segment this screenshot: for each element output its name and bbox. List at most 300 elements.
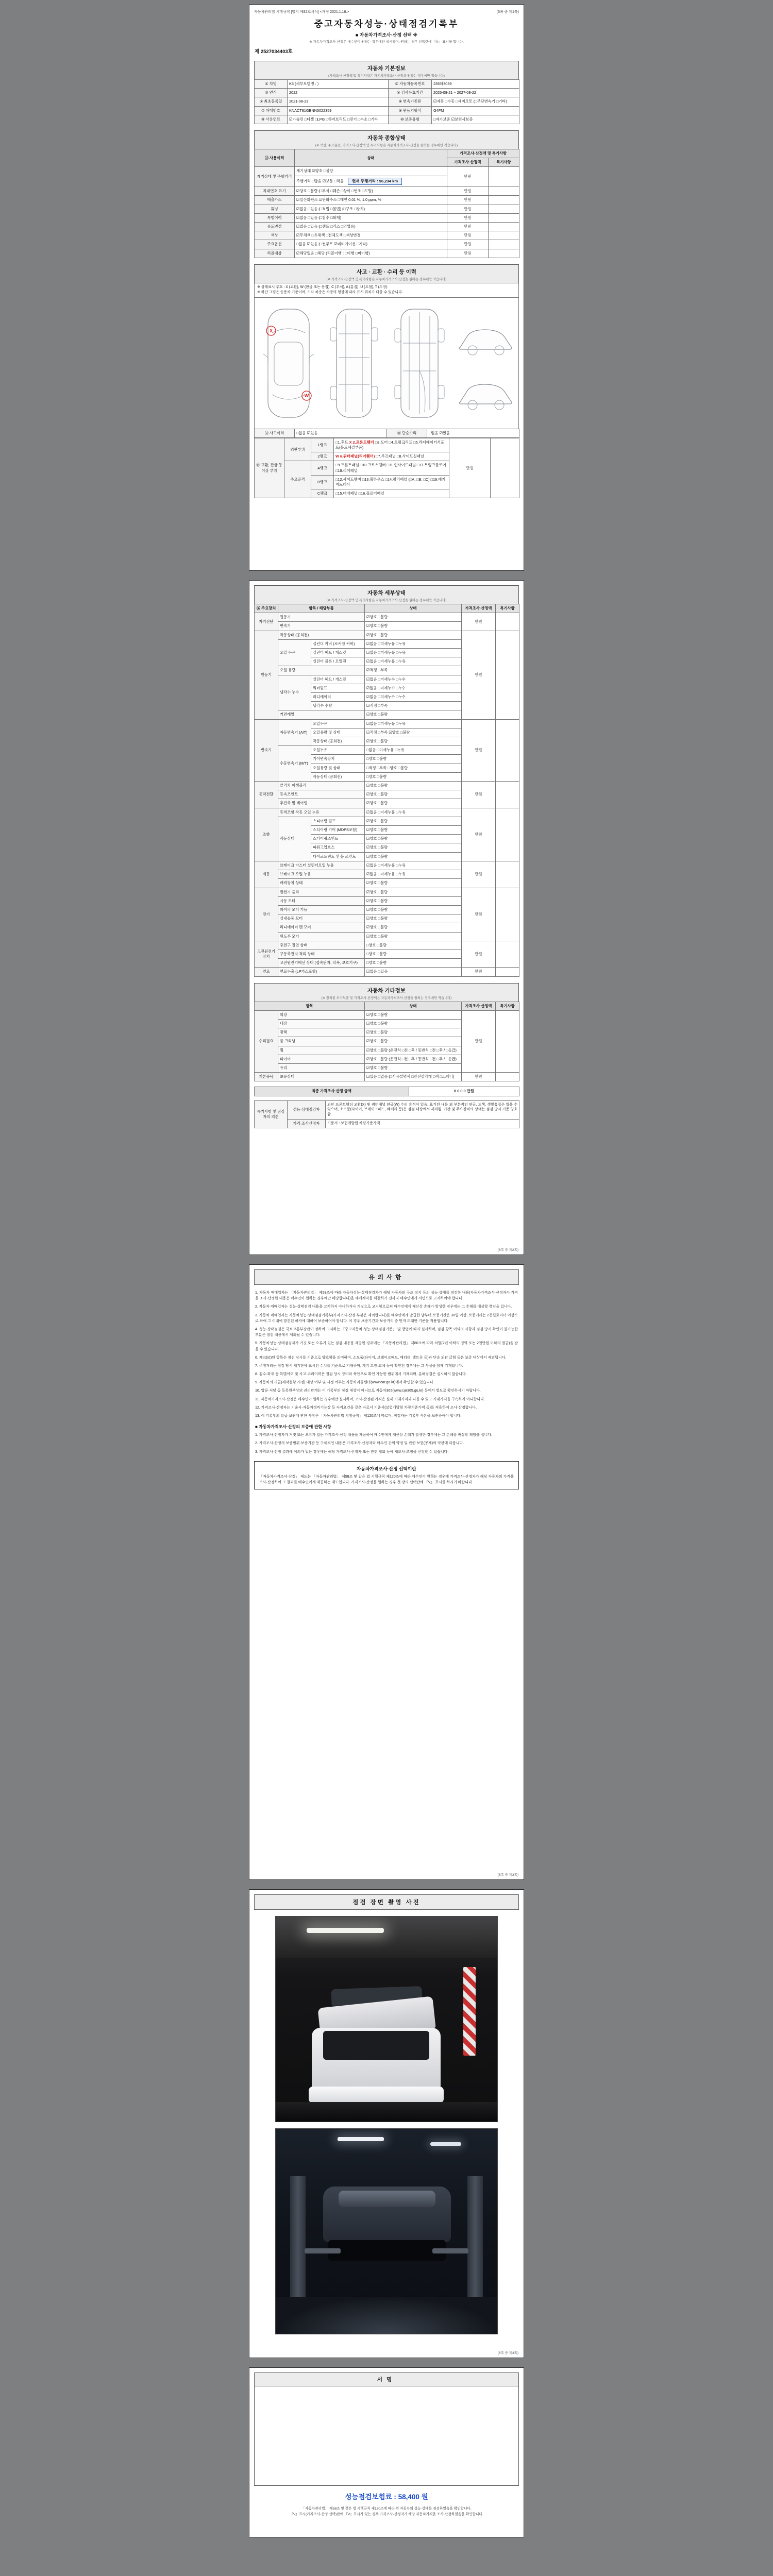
price-appraisal-option: ■ 자동차가격조사·산정 선택 ※ xyxy=(355,32,418,38)
notice-item: 10. 압류·저당 등 등록원부상의 권리관계는 이 기록부의 점검 대상이 아니므로 자동차365(www.car365.go.kr) 등에서 별도로 확인하시기 바랍니다. xyxy=(255,1389,481,1393)
status-cell: ☑양호 □불량 xyxy=(365,835,462,843)
warranty-item: 2. 가격조사·산정의 보증범위·보증기간 등 구체적인 내용은 가격조사·산정자와 매수인 간의 약정 및 관련 보험(공제)의 약관에 따릅니다. xyxy=(255,1442,464,1446)
status-cell: ☑없음 □미세누유 □누유 xyxy=(365,657,462,666)
mileage-cell: 주행거리 □많음 ☑보통 □적음 현재 주행거리 : 96,234 km xyxy=(295,176,447,187)
table-cell xyxy=(489,223,519,231)
status-cell: □없음 □미세누유 □누유 xyxy=(365,746,462,755)
page-detail-condition xyxy=(249,580,524,1255)
status-cell: □양호 □불량 xyxy=(365,941,462,950)
label-year: ③ 연식 xyxy=(255,89,288,97)
first-registration-value: 2021-08-23 xyxy=(288,97,389,106)
item-label: 동력조향 작동 오일 누유 xyxy=(278,808,365,817)
current-mileage-box: 현재 주행거리 : 96,234 km xyxy=(348,178,402,185)
column-header: 특기사항 xyxy=(496,1002,519,1010)
notice-item: 11. 자동차가격조사·산정은 매수인이 원하는 경우에만 실시하며, 조사·산정된 가격은 실제 거래가격과 다를 수 있고 거래가격을 구속하지 아니합니다. xyxy=(255,1397,485,1401)
column-header: 가격조사·산정액 xyxy=(447,158,489,167)
notice-item: 3. 자동차 매매업자는 자동차성능·상태점검기록부(가격조사·산정 부분은 제외합니다)를 매수인에게 발급한 날부터 보증기간은 30일 이상, 보증거리는 2천킬로미터 이상으로 하여 그 이내에 발견된 하자에 대하여 보증하여야 합니다. 이 경우 보증기간과 보증거리 중 먼저 도래한 기준을 적용합니다. xyxy=(255,1313,518,1323)
item-label: 작동상태 (공회전) xyxy=(278,631,365,639)
car-diagram-exterior-top-icon xyxy=(258,304,319,422)
notice-list xyxy=(254,1290,519,1419)
final-price-value: 0 0 0 0 만원 xyxy=(409,1087,519,1096)
status-cell: □양호 □불량 xyxy=(365,772,462,781)
photo-windshield-reflection xyxy=(339,2191,435,2207)
lift-arm-left xyxy=(305,2248,341,2253)
exterior-rank2: W 6.쿼터패널(리어휀더) □7.루프패널 □8.사이드실패널 xyxy=(334,452,449,461)
label-simple-repair: ⑭ 단순수리 xyxy=(387,429,427,437)
status-cell: □양호 □불량 xyxy=(365,959,462,968)
item-label: 유리 xyxy=(278,1063,365,1072)
page-notice xyxy=(249,1264,524,1880)
part-label: 라디에이터 xyxy=(311,693,365,702)
row-label: 제동 xyxy=(255,861,278,888)
status-cell: ☑양호 □불량 xyxy=(365,1037,462,1046)
item-label: 커먼레일 xyxy=(278,710,365,719)
part-label: 오일누유 xyxy=(311,719,365,728)
status-cell: □없음 ☑있음 (□썬루프 ☑네비게이션 □기타) xyxy=(295,240,447,249)
row-label: 외판부위 xyxy=(284,438,311,461)
status-cell: ☑적정 □부족 xyxy=(365,702,462,710)
inspection-insurance-fee: 성능점검보험료 : 58,400 원 xyxy=(345,2493,428,2501)
warranty-item: 1. 가격조사·산정자가 거짓 또는 오류가 있는 가격조사·산정 내용을 제공하여 매수인에게 재산상 손해가 발생한 경우에는 그 손해를 배상할 책임을 집니다. xyxy=(255,1433,492,1437)
warranty-list xyxy=(254,1432,519,1455)
column-header: 특기사항 xyxy=(489,158,519,167)
table-cell xyxy=(496,782,519,808)
accident-status-table xyxy=(254,429,519,438)
section-note-overall: (※ 색상, 주요옵션, 가격조사·산정액 및 특기사항은 자동차가격조사·산정을 원하는 경우에만 적습니다) xyxy=(315,144,458,148)
section-bar-etc xyxy=(254,983,519,1002)
grid-opinion xyxy=(254,1100,519,1129)
warranty-type-value: □자가보증 ☑보험사보증 xyxy=(432,115,519,124)
status-cell: ☑없음 □미세누수 □누수 xyxy=(365,675,462,684)
table-cell xyxy=(489,213,519,222)
status-cell: ☑양호 □불량 xyxy=(365,710,462,719)
label-transmission: ⑥ 변속기종류 xyxy=(389,97,432,106)
signature-box xyxy=(254,2372,519,2486)
status-cell: ☑양호 □불량 xyxy=(365,932,462,941)
notice-item: 9. 자동차의 리콜(제작결함 시정) 대상 여부 및 시정 여부는 자동차리콜센터(www.car.go.kr)에서 확인할 수 있습니다. xyxy=(255,1381,434,1385)
appraisal-definition-box xyxy=(254,1461,519,1489)
label-model: ① 차명 xyxy=(255,80,288,89)
status-cell: ☑적정 □부족 ☑양호 □불량 xyxy=(365,728,462,737)
item-label: 외장 xyxy=(278,1010,365,1019)
label-warranty-type: ⑩ 보증유형 xyxy=(389,115,432,124)
status-cell: ☑양호 □불량 xyxy=(365,737,462,746)
price-cell: 만원 xyxy=(462,719,496,781)
car-diagram-underbody-icon xyxy=(389,304,450,422)
item-label: 와이퍼 모터 기능 xyxy=(278,905,365,914)
fuel-value: ☑가솔린 □디젤 □LPG □하이브리드 □전기 □수소 □기타 xyxy=(288,115,389,124)
table-cell xyxy=(489,187,519,196)
table-cell xyxy=(496,808,519,861)
label-engine-type: ⑧ 원동기형식 xyxy=(389,106,432,115)
part-label: 타이로드엔드 및 볼 조인트 xyxy=(311,852,365,861)
item-label: 등속조인트 xyxy=(278,790,365,799)
item-label: 라디에이터 팬 모터 xyxy=(278,923,365,932)
lift-post-right xyxy=(467,2176,483,2306)
status-cell: ☑없음 □미세누수 □누수 xyxy=(365,684,462,692)
status-cell: □양호 □불량 xyxy=(365,755,462,764)
damage-mark-weld: W xyxy=(304,393,309,398)
price-cell: 만원 xyxy=(447,249,489,258)
photo-ceiling-light-2 xyxy=(430,2142,461,2146)
table-cell xyxy=(496,888,519,941)
status-cell: ☑양호 □불량 xyxy=(365,790,462,799)
column-header: 가격조사·산정액 xyxy=(462,1002,496,1010)
part-label: 작동상태 (공회전) xyxy=(311,772,365,781)
opinion-table xyxy=(254,1100,519,1129)
row-label: 변속기 xyxy=(255,719,278,781)
status-cell: ☑양호 □불량 xyxy=(365,905,462,914)
model-value: K3 (세부모델명 : ) xyxy=(288,80,389,89)
row-label: 고전원전기장치 xyxy=(255,941,278,968)
item-label: 휠 xyxy=(278,1046,365,1055)
final-price-table xyxy=(254,1087,519,1096)
status-cell: ☑없음 □있음 xyxy=(365,968,462,976)
photo-engine-bay xyxy=(323,2031,429,2060)
page-photos xyxy=(249,1889,524,2358)
row-label: 자기진단 xyxy=(255,613,278,631)
column-header: ⑯ 주요장치 xyxy=(255,604,278,613)
frame-rankA: □9.프론트패널 □10.크로스멤버 □11.인사이드패널 □17.트렁크플로어 □18.리어패널 xyxy=(334,461,449,475)
warranty-item: 3. 가격조사·산정 결과에 이의가 있는 경우에는 해당 가격조사·산정자 또는 관련 협회 등에 재조사·조정을 신청할 수 있습니다. xyxy=(255,1450,449,1454)
section-note-detail: (※ 가격조사·산정액 및 특기사항은 자동차가격조사·산정을 원하는 경우에만 적습니다) xyxy=(326,599,447,602)
table-cell xyxy=(489,249,519,258)
final-price-label: 최종 가격조사·산정 금액 xyxy=(255,1087,409,1096)
row-label: 색상 xyxy=(255,231,295,240)
grid-accstat xyxy=(254,429,519,438)
part-label: 작동상태 (공회전) xyxy=(311,737,365,746)
price-appraisal-option-note: ※ 자동차가격조사·산정은 매수인이 원하는 경우에만 실시하며, 원하는 경우 선택란에 『V』 표시를 합니다. xyxy=(309,40,464,44)
part-label: 파워고압호스 xyxy=(311,843,365,852)
page-footer: (6쪽 중 제4쪽) xyxy=(497,2351,518,2355)
label-first-registration: ⑤ 최초등록일 xyxy=(255,97,288,106)
page-indicator: (6쪽 중 제1쪽) xyxy=(496,10,519,14)
inspection-photo-underbody-lift xyxy=(275,2128,498,2334)
lift-arm-right xyxy=(432,2248,468,2253)
column-header: 상태 xyxy=(295,149,447,167)
status-cell: ☑없음 □미세누유 □누유 xyxy=(365,808,462,817)
price-cell: 만원 xyxy=(447,205,489,213)
column-header: 항목 / 해당부품 xyxy=(278,604,365,613)
status-cell: ☑없음 □있음 (□침수 □화재) xyxy=(295,213,447,222)
table-cell xyxy=(489,205,519,213)
part-label: 스티어링 기어 (MDPS포함) xyxy=(311,826,365,835)
signature-footer-line1: 「자동차관리법」 제58조 및 같은 법 시행규칙 제120조에 따라 위 자동차의 성능·상태를 점검하였음을 확인합니다. xyxy=(301,2507,472,2511)
accident-history-value: □없음 ☑있음 xyxy=(295,429,387,437)
accident-parts-table xyxy=(254,438,519,499)
item-label: 고전원전기배선 상태 (접속단자, 피복, 보호기구) xyxy=(278,959,365,968)
row-label: 수리필요 xyxy=(255,1010,278,1072)
notice-item: 13. 이 기록부의 발급·보관에 관한 사항은 「자동차관리법 시행규칙」 제120조에 따르며, 점검자는 기록부 사본을 보관하여야 합니다. xyxy=(255,1414,462,1418)
row-label: 리콜대상 xyxy=(255,249,295,258)
section-bar-accident xyxy=(254,264,519,283)
photo-ceiling xyxy=(276,1917,497,1958)
status-cell: ☑없음 □미세누유 □누유 xyxy=(365,639,462,648)
status-cell: ☑양호 □불량 xyxy=(365,852,462,861)
photo-front-bumper xyxy=(309,2087,444,2103)
photo-ceiling-light xyxy=(307,1928,384,1933)
item-label: 변속기 xyxy=(278,622,365,631)
row-label: 가격·조사산정자 xyxy=(288,1119,326,1128)
price-cell: 만원 xyxy=(462,1010,496,1072)
column-header: ⑪ 사용이력 xyxy=(255,149,295,167)
status-cell: ☑없음 □미세누유 □누유 xyxy=(365,649,462,657)
item-label: 충전구 절연 상태 xyxy=(278,941,365,950)
status-cell: ☑양호 □불량 xyxy=(365,799,462,808)
status-cell: ☑무채색 □유채색 □전체도색 □색상변경 xyxy=(295,231,447,240)
item-label: 냉각수 누수 xyxy=(278,675,311,710)
notice-item: 7. 주행거리는 점검 당시 계기판에 표시된 수치를 기준으로 기재하며, 계기 고장·교체 등이 확인된 경우에는 그 사실을 함께 기재합니다. xyxy=(255,1364,463,1368)
row-label: 차대번호 표기 xyxy=(255,187,295,196)
warranty-section-title: ■ 자동차가격조사·산정의 보증에 관한 사항 xyxy=(255,1425,331,1430)
price-cell: 만원 xyxy=(462,888,496,941)
status-cell: ☑해당없음 □해당 (리콜이행 : □이행 □미이행) xyxy=(295,249,447,258)
price-cell: 만원 xyxy=(462,861,496,888)
status-cell: ☑없음 □미세누유 □누유 xyxy=(365,861,462,870)
status-cell: ☑양호 □불량 xyxy=(365,1063,462,1072)
detail-condition-table xyxy=(254,604,519,977)
notice-item: 8. 침수·화재 등 특별이력 및 사고·수리이력은 점검 당시 장비와 육안으로 확인 가능한 범위에서 기재되며, 분해점검은 실시하지 않습니다. xyxy=(255,1372,467,1377)
price-cell: 만원 xyxy=(447,196,489,205)
item-label: 브레이크 마스터 실린더오일 누유 xyxy=(278,861,365,870)
column-header: 특기사항 xyxy=(496,604,519,613)
signature-title: 서명 xyxy=(255,2373,518,2386)
item-label: 브레이크 오일 누유 xyxy=(278,870,365,879)
item-label: 발전기 출력 xyxy=(278,888,365,896)
item-label: 작동상태 xyxy=(278,817,311,861)
plate-number: 235하3039 xyxy=(432,80,519,89)
row-label: 특별이력 xyxy=(255,213,295,222)
table-cell xyxy=(489,240,519,249)
part-label: 스티어링 펌프 xyxy=(311,817,365,825)
exterior-rank1: □1.후드 X 2.프론트휀더 □3.도어 □4.트렁크리드 □5.라디에이터서포트(볼트체결부품) xyxy=(334,438,449,452)
vin-value: KNACT81GBNN5022359 xyxy=(288,106,389,115)
inspection-period-value: 2025-08-21 ~ 2027-08-22 xyxy=(432,89,519,97)
section-title-accident: 사고 · 교환 · 수리 등 이력 xyxy=(357,268,416,275)
status-cell: ☑적정 □부족 xyxy=(365,666,462,675)
row-label: 동력전달 xyxy=(255,782,278,808)
grid-accparts xyxy=(254,438,519,499)
status-cell: □적정 □부족 □양호 □불량 xyxy=(365,764,462,772)
column-header: 상태 xyxy=(365,604,462,613)
part-label: 오일유량 및 상태 xyxy=(311,764,365,772)
status-cell: ☑있음 □없음 (□사용설명서 □안전삼각대 □잭 □스패너) xyxy=(365,1073,462,1081)
status-cell: ☑양호 □불량 xyxy=(365,1010,462,1019)
table-cell xyxy=(489,231,519,240)
status-cell: ☑양호 □불량 xyxy=(365,843,462,852)
price-cell: 만원 xyxy=(462,631,496,719)
appraisal-definition-title: 자동차가격조사·산정 선택이란 xyxy=(357,1466,416,1471)
section-bar-overall xyxy=(254,130,519,149)
row-label: 전기 xyxy=(255,888,278,941)
overall-condition-table xyxy=(254,149,519,258)
item-label: 시동 모터 xyxy=(278,896,365,905)
appraiser-opinion: 기준서 : 보험개발원 차량기준가액 xyxy=(326,1119,519,1128)
row-label: 원동기 xyxy=(255,631,278,719)
grid-detail xyxy=(254,604,519,977)
grid-etc xyxy=(254,1002,519,1082)
item-label: 오일 유량 xyxy=(278,666,365,675)
row-label: C랭크 xyxy=(311,489,334,498)
table-cell xyxy=(491,438,519,498)
item-label: 구동축전지 격리 상태 xyxy=(278,950,365,958)
page-footer: (6쪽 중 제3쪽) xyxy=(497,1873,518,1877)
status-cell: ☑양호 □불량 xyxy=(365,1028,462,1037)
part-label: 실린더 헤드 / 개스킷 xyxy=(311,675,365,684)
car-diagram-side-views-icon xyxy=(455,304,515,422)
column-header: 상태 xyxy=(365,1002,462,1010)
status-cell: ☑양호 □불량 xyxy=(365,1019,462,1028)
page-signature xyxy=(249,2367,524,2537)
status-cell: ☑양호 □불량 xyxy=(365,613,462,622)
item-label: 오일 누유 xyxy=(278,639,311,666)
frame-rankB: □12.사이드멤버 □13.휠하우스 □14.필러패널 (□A, □B, □C) □19.패키지트레이 xyxy=(334,475,449,489)
row-label: 1랭크 xyxy=(311,438,334,452)
etc-info-table xyxy=(254,1002,519,1082)
price-cell: 만원 xyxy=(447,213,489,222)
notice-item: 5. 자동차성능·상태점검자가 거짓 또는 오류가 있는 점검 내용을 제공한 경우에는 「자동차관리법」 제80조에 따라 처벌(2년 이하의 징역 또는 2천만원 이하의 벌금)을 받을 수 있습니다. xyxy=(255,1342,518,1351)
page-footer: (6쪽 중 제2쪽) xyxy=(497,1248,518,1252)
notice-item: 6. 체크(☑)된 항목은 점검 당시를 기준으로 양호함을 의미하며, 소모품(타이어, 브레이크패드, 배터리, 벨트류 등)과 단순 외관 긁힘 등은 보증 대상에서 제외됩니다. xyxy=(255,1355,507,1360)
signature-footer-line2: 『V』표시(가격조사·산정 선택)란에 『V』표시가 있는 경우 가격조사·산정자가 해당 자동차가격을 조사·산정하였음을 확인합니다. xyxy=(290,2512,483,2516)
damage-code-legend-line1: ※ 상태표시 부호 : X (교환), W (판금 또는 용접), C (부식), A (흠집), U (요철), T (도장) xyxy=(257,285,388,289)
status-cell: ☑양호 □불량 (운전석 □전 □후 / 동반석 □전 □후 / □응급) xyxy=(365,1055,462,1063)
price-cell: 만원 xyxy=(462,808,496,861)
row-label: 주요옵션 xyxy=(255,240,295,249)
photo-floor xyxy=(276,2102,497,2122)
notice-item: 1. 자동차 매매업자는 「자동차관리법」 제58조에 따라 자동차성능·상태점검자가 해당 자동차의 구조·장치 등의 성능·상태를 점검한 내용(자동차가격조사·산정자가 가격을 조사·산정한 내용은 매수인이 원하는 경우에만 해당합니다)을 매매계약을 체결하기 전까지 매수인에게 서면으로 고지하여야 합니다. xyxy=(255,1291,518,1301)
item-label: 추진축 및 베어링 xyxy=(278,799,365,808)
damage-code-legend-line2: ※ 하단 그림은 승용차 기준이며, 기타 차종은 차종의 형상에 따라 표시 위치가 다를 수 있습니다. xyxy=(257,291,403,295)
label-vin: ⑦ 차대번호 xyxy=(255,106,288,115)
status-cell: ☑양호 □불량 xyxy=(365,888,462,896)
price-cell: 만원 xyxy=(447,240,489,249)
status-cell: ☑양호 □불량 xyxy=(365,923,462,932)
part-label: 스티어링조인트 xyxy=(311,835,365,843)
notice-title: 유의사항 xyxy=(254,1269,519,1285)
car-diagram-frame-top-icon xyxy=(324,304,384,422)
frame-rankC: □15.대쉬패널 □16.플로어패널 xyxy=(334,489,449,498)
column-header: 가격조사·산정액 및 특기사항 xyxy=(447,149,519,158)
item-label: 내장 xyxy=(278,1019,365,1028)
item-label: 자동변속기 (A/T) xyxy=(278,719,311,746)
item-label: 연료누출 (LP가스포함) xyxy=(278,968,365,976)
item-label: 타이어 xyxy=(278,1055,365,1063)
car-damage-diagrams xyxy=(254,297,519,429)
label-inspection-period: ④ 검사유효기간 xyxy=(389,89,432,97)
status-cell: ☑양호 □불량 (운전석 □전 □후 / 동반석 □전 □후 / □응급) xyxy=(365,1046,462,1055)
section-title-basic: 자동차 기본정보 xyxy=(367,65,406,72)
row-label: 용도변경 xyxy=(255,223,295,231)
part-label: 오일유량 및 상태 xyxy=(311,728,365,737)
status-cell: □양호 □불량 xyxy=(365,950,462,958)
part-label: 워터펌프 xyxy=(311,684,365,692)
item-label: 클러치 어셈블리 xyxy=(278,782,365,790)
document-title: 중고자동차성능·상태점검기록부 xyxy=(314,19,459,29)
table-cell xyxy=(496,1010,519,1072)
notice-item: 4. 성능·상태점검은 국토교통부장관이 정하여 고시하는 「중고자동차 성능·상태점검기준」 및 방법에 따라 실시하며, 점검 항목 이외의 사항과 점검 당시 확인이 불가능한 부분은 점검 내용에서 제외될 수 있습니다. xyxy=(255,1327,518,1337)
item-label: 윈도우 모터 xyxy=(278,932,365,941)
lift-post-left xyxy=(290,2176,306,2306)
table-cell xyxy=(496,631,519,719)
section-title-etc: 자동차 기타정보 xyxy=(367,987,406,994)
part-label: 냉각수 수량 xyxy=(311,702,365,710)
table-cell xyxy=(489,167,519,187)
price-cell: 만원 xyxy=(447,187,489,196)
column-header: 가격조사·산정액 xyxy=(462,604,496,613)
item-label: 광택 xyxy=(278,1028,365,1037)
part-label: 실린더 블록 / 오일팬 xyxy=(311,657,365,666)
status-cell: ☑양호 □불량 (□부식 □훼손 □상이 □변조 □도말) xyxy=(295,187,447,196)
status-cell: ☑양호 □불량 xyxy=(365,914,462,923)
form-reference-note: 자동차관리법 시행규칙 [별지 제82호서식] <개정 2021.1.16.> xyxy=(254,10,349,14)
label-opinion: 특기사항 및 점검자의 의견 xyxy=(255,1100,288,1128)
price-cell: 만원 xyxy=(462,941,496,968)
row-label: 기본품목 xyxy=(255,1073,278,1081)
section-note-accident: (※ 가격조사·산정액 및 특기사항은 자동차가격조사·산정을 원하는 경우에만 적습니다) xyxy=(326,277,447,281)
photo-underbody-shadow xyxy=(328,2240,446,2261)
photo-ceiling-light xyxy=(338,2137,384,2141)
section-note-basic: (가격조사·산정액 및 특기사항은 자동차가격조사·산정을 원하는 경우에만 적습니다) xyxy=(328,74,445,78)
appraisal-definition-text: 「자동차가격조사·산정」 제도는 「자동차관리법」 제58조 및 같은 법 시행규칙 제120조에 따라 매수인이 원하는 경우에 가격조사·산정자가 해당 자동차의 가격을 조사·산정하여 그 결과를 매수인에게 제공하는 제도입니다. 가격조사·산정을 원하는 경우 첫 장의 선택란에 『V』 표시를 하시기 바랍니다. xyxy=(259,1475,514,1484)
status-cell: ☑양호 □불량 xyxy=(365,782,462,790)
table-cell xyxy=(489,196,519,205)
table-cell xyxy=(496,941,519,968)
row-label: 연료 xyxy=(255,968,278,976)
status-cell: ☑없음 □미세누유 □누유 xyxy=(365,719,462,728)
status-cell: ☑없음 □있음 (□렌트 □리스 □영업용) xyxy=(295,223,447,231)
item-label: 수동변속기 (M/T) xyxy=(278,746,311,782)
price-cell: 만원 xyxy=(462,1073,496,1081)
status-cell: ☑양호 □불량 xyxy=(365,817,462,825)
part-label: 기어변속장치 xyxy=(311,755,365,764)
document-column xyxy=(249,0,524,2567)
row-label: 계기상태 및 주행거리 xyxy=(255,167,295,187)
page-basic-and-overall xyxy=(249,4,524,571)
price-cell: 만원 xyxy=(449,438,491,498)
status-cell: ☑없음 □미세누유 □누유 xyxy=(365,870,462,879)
engine-type-value: G4FM xyxy=(432,106,519,115)
transmission-value: ☑자동 □수동 □세미오토 (□무단변속기 □기타) xyxy=(432,97,519,106)
notice-item: 2. 자동차 매매업자는 성능·상태점검 내용을 고지하지 아니하거나 거짓으로 고지함으로써 매수인에게 재산상 손해가 발생한 경우에는 그 손해를 배상할 책임을 집니다. xyxy=(255,1305,512,1309)
label-damaged-parts: ⑮ 교환, 판금 등 이상 부위 xyxy=(255,438,284,498)
part-label: 오일누유 xyxy=(311,746,365,755)
status-cell: ☑양호 □불량 xyxy=(365,631,462,639)
photo-floor xyxy=(276,2297,497,2334)
damage-code-legend xyxy=(254,283,519,297)
table-cell xyxy=(496,1073,519,1081)
odometer-status: 계기상태 ☑양호 □불량 xyxy=(295,167,447,176)
item-label: 보유상태 xyxy=(278,1073,365,1081)
section-note-etc: (※ 장착된 부가부품 및 가격조사·산정액은 자동차가격조사·산정을 원하는 경우에만 적습니다) xyxy=(321,996,452,1000)
table-cell xyxy=(496,861,519,888)
photos-title: 점검 장면 촬영 사진 xyxy=(254,1894,519,1910)
item-label: 룸 크리닝 xyxy=(278,1037,365,1046)
row-label: 2랭크 xyxy=(311,452,334,461)
part-label: 실린더 커버 (로커암 커버) xyxy=(311,639,365,648)
row-label: 튜닝 xyxy=(255,205,295,213)
status-cell: ☑없음 □미세누수 □누수 xyxy=(365,693,462,702)
label-plate: ② 자동차등록번호 xyxy=(389,80,432,89)
item-label: 실내송풍 모터 xyxy=(278,914,365,923)
emission-cell: ☑일산화탄소 ☑탄화수소 □매연 0.01 %, 1.0 ppm, % xyxy=(295,196,447,205)
item-label: 배력장치 상태 xyxy=(278,879,365,888)
grid-final xyxy=(254,1087,519,1096)
price-cell: 만원 xyxy=(462,968,496,976)
status-cell: ☑양호 □불량 xyxy=(365,879,462,888)
section-title-overall: 자동차 종합상태 xyxy=(367,135,406,142)
status-cell: ☑양호 □불량 xyxy=(365,826,462,835)
